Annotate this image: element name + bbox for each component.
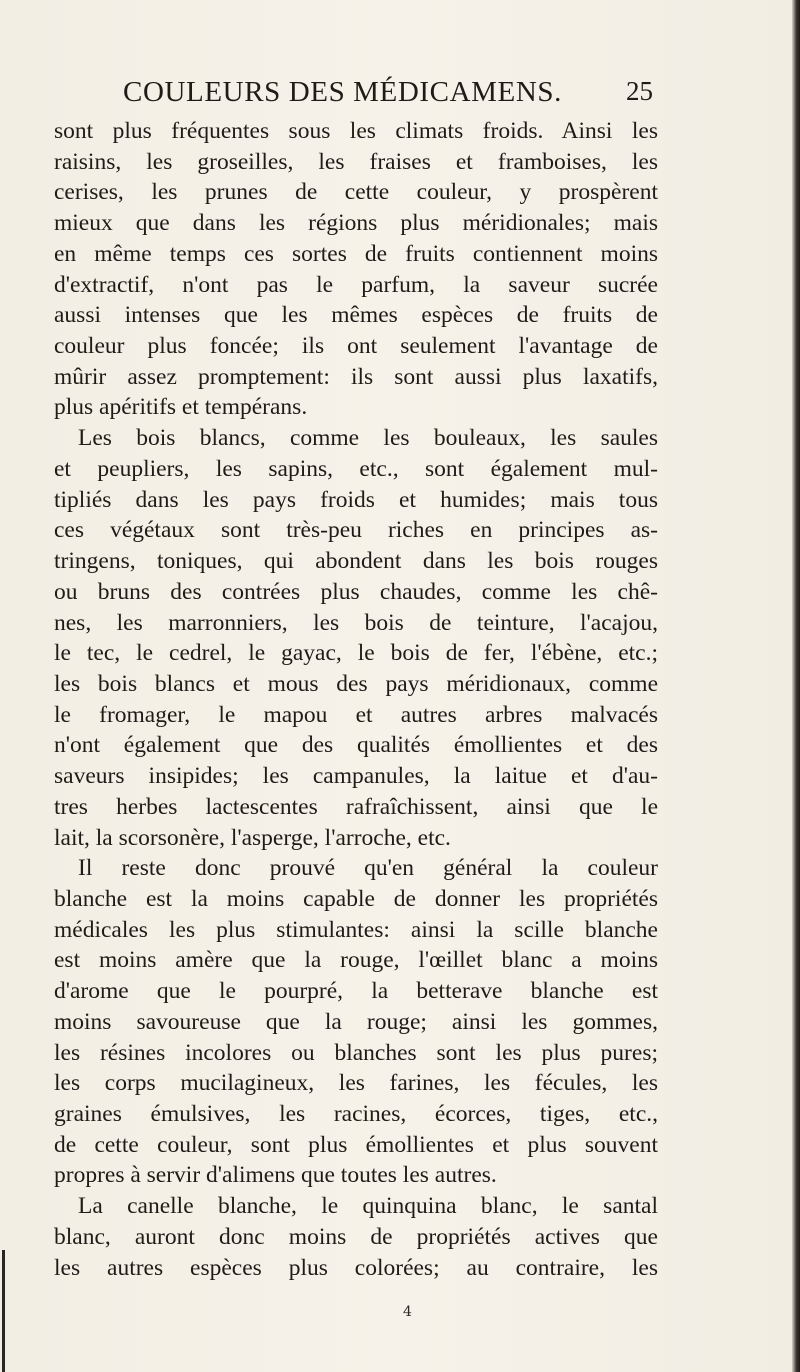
text-line: blanc, auront donc moins de propriétés actives que: [54, 1223, 658, 1250]
text-line: Les bois blancs, comme les bouleaux, les saules: [78, 425, 658, 452]
text-line: le fromager, le mapou et autres arbres malvacés: [54, 701, 658, 728]
body-text: [54, 116, 658, 1283]
binding-edge: [792, 0, 800, 1372]
text-line: cerises, les prunes de cette couleur, y prospèrent: [54, 179, 658, 206]
text-line: les bois blancs et mous des pays méridionaux, comme: [54, 670, 658, 697]
text-line: tipliés dans les pays froids et humides; mais tous: [54, 486, 658, 513]
text-line: sont plus fréquentes sous les climats froids. Ainsi les: [54, 118, 658, 144]
text-line: moins savoureuse que la rouge; ainsi les gommes,: [54, 1008, 658, 1035]
text-line: raisins, les groseilles, les fraises et framboises, les: [54, 148, 658, 175]
text-line: tringens, toniques, qui abondent dans les bois rouges: [54, 548, 658, 575]
text-line: lait, la scorsonère, l'asperge, l'arroche, etc.: [54, 824, 451, 851]
text-line: plus apéritifs et tempérans.: [54, 394, 308, 421]
text-line: ou bruns des contrées plus chaudes, comme les chê-: [54, 578, 658, 605]
text-line: couleur plus foncée; ils ont seulement l'avantage de: [54, 333, 658, 360]
text-line: Il reste donc prouvé qu'en général la couleur: [78, 855, 658, 882]
text-line: médicales les plus stimulantes: ainsi la scille blanche: [54, 916, 658, 943]
text-line: d'arome que le pourpré, la betterave blanche est: [54, 978, 658, 1005]
page-edge-rule: [2, 1250, 5, 1372]
text-line: blanche est la moins capable de donner les propriétés: [54, 885, 658, 912]
text-line: les autres espèces plus colorées; au contraire, les: [54, 1254, 658, 1281]
text-line: n'ont également que des qualités émollientes et des: [54, 732, 658, 759]
text-line: tres herbes lactescentes rafraîchissent, ainsi que le: [54, 793, 658, 820]
text-line: aussi intenses que les mêmes espèces de fruits de: [54, 302, 658, 329]
text-line: graines émulsives, les racines, écorces, tiges, etc.,: [54, 1101, 658, 1127]
text-line: mieux que dans les régions plus méridionales; mais: [54, 210, 658, 237]
text-line: d'extractif, n'ont pas le parfum, la saveur sucrée: [54, 271, 658, 298]
text-line: en même temps ces sortes de fruits contiennent moins: [54, 240, 658, 267]
text-line: saveurs insipides; les campanules, la laitue et d'au-: [54, 763, 658, 790]
page-header: [123, 76, 653, 116]
signature-mark: 4: [403, 1304, 412, 1320]
running-title: COULEURS DES MÉDICAMENS.: [123, 76, 562, 108]
text-line: les corps mucilagineux, les farines, les fécules, les: [54, 1070, 658, 1097]
text-line: propres à servir d'alimens que toutes les autres.: [54, 1162, 497, 1189]
text-line: est moins amère que la rouge, l'œillet blanc a moins: [54, 947, 658, 974]
text-line: les résines incolores ou blanches sont les plus pures;: [54, 1039, 658, 1066]
page-number: 25: [626, 76, 653, 106]
text-line: mûrir assez promptement: ils sont aussi plus laxatifs,: [54, 363, 658, 390]
text-line: le tec, le cedrel, le gayac, le bois de fer, l'ébène, etc.;: [54, 640, 658, 667]
text-line: et peupliers, les sapins, etc., sont également mul-: [54, 455, 658, 482]
text-line: de cette couleur, sont plus émollientes et plus souvent: [54, 1131, 658, 1158]
text-line: La canelle blanche, le quinquina blanc, le santal: [78, 1193, 658, 1220]
text-line: nes, les marronniers, les bois de teinture, l'acajou,: [54, 609, 658, 636]
text-line: ces végétaux sont très-peu riches en principes as-: [54, 517, 658, 544]
